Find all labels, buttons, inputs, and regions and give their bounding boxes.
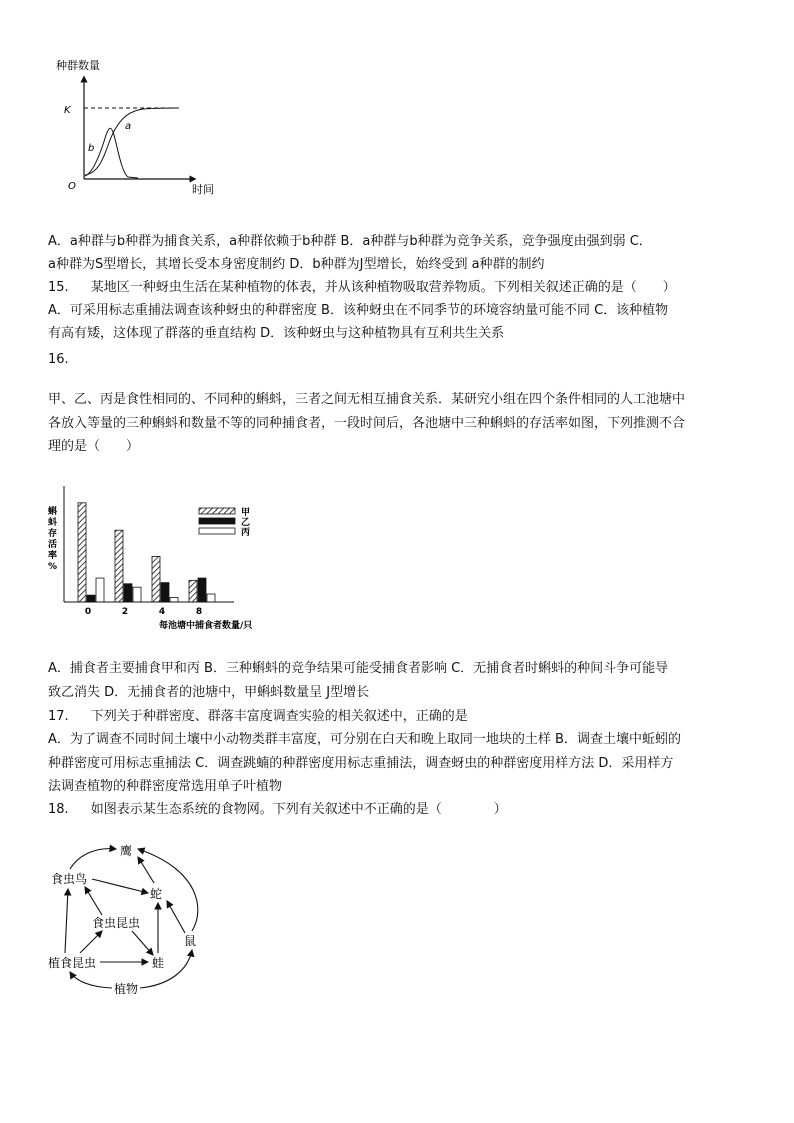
arrow-herbivore-insectbird (65, 889, 68, 953)
q15-options-line-1: A．可采用标志重捕法调查该种蚜虫的种群密度 B．该种蚜虫在不同季节的环境容纳量可能不同 C．该种植物 (48, 303, 669, 318)
legend-swatch-yi (199, 518, 235, 524)
arrow-plant-herbivore (70, 972, 112, 988)
food-web-diagram (40, 835, 215, 1005)
node-mouse: 鼠 (184, 934, 197, 948)
q15-options-line-2: 有高有矮，这体现了群落的垂直结构 D．该种蚜虫与这种植物具有互利共生关系 (48, 326, 505, 341)
node-snake: 蛇 (150, 887, 163, 901)
q16-stem-line-2: 各放入等量的三种蝌蚪和数量不等的同种捕食者，一段时间后，各池塘中三种蝌蚪的存活率如图，下列推测不合 (48, 416, 686, 431)
question-number: 15. (48, 280, 69, 295)
bar-bing-8 (207, 594, 215, 602)
y-axis-label-text: 蝌蚪存活率% (48, 507, 58, 572)
arrow-insectbird-eagle (70, 849, 116, 869)
node-frog: 蛙 (152, 956, 165, 970)
curve-b-label: b (88, 143, 95, 154)
node-herbivore-insect: 植食昆虫 (48, 956, 97, 970)
bar-yi-8 (198, 578, 206, 602)
y-axis-label (48, 505, 58, 572)
q17-options-line-3: 法调查植物的种群密度常选用单子叶植物 (48, 779, 283, 794)
arrow-herbivore-insecteater (80, 931, 102, 953)
legend-label-jia: 甲 (241, 508, 251, 518)
x-tick-label: 2 (121, 607, 129, 617)
curve-a (85, 108, 178, 175)
q16-options-line-2: 致乙消失 D．无捕食者的池塘中，甲蝌蚪数量呈 J型增长 (48, 685, 370, 700)
node-insect-bird: 食虫鸟 (51, 872, 88, 886)
q17-stem (48, 705, 468, 729)
q16-number: 16. (48, 352, 69, 367)
question-stem: 如图表示某生态系统的食物网。下列有关叙述中不正确的是（ ） (90, 802, 507, 817)
legend-label-bing: 丙 (241, 528, 251, 538)
node-plant: 植物 (114, 982, 139, 996)
legend-swatch-jia (199, 508, 235, 514)
tadpole-survival-chart (44, 478, 284, 638)
x-tick-label: 0 (84, 607, 92, 617)
x-tick-label: 8 (195, 607, 203, 617)
q15-stem (48, 276, 676, 300)
question-number: 18. (48, 802, 69, 817)
question-number: 17. (48, 709, 69, 724)
bar-yi-2 (124, 584, 132, 602)
bar-jia-4 (152, 556, 160, 602)
arrow-insectbird-snake (92, 879, 148, 893)
q17-options-line-1: A．为了调查不同时间土壤中小动物类群丰富度，可分别在白天和晚上取同一地块的土样 B．调查土壤中蚯蚓的 (48, 732, 681, 747)
q16-options-line-1: A．捕食者主要捕食甲和丙 B．三种蝌蚪的竞争结果可能受捕食者影响 C．无捕食者时蝌蚪的种间斗争可能导 (48, 661, 669, 676)
legend-swatch-bing (199, 528, 235, 534)
node-insect-eating-insect: 食虫昆虫 (92, 916, 141, 930)
bar-jia-8 (189, 580, 197, 602)
bar-yi-4 (161, 583, 169, 602)
bar-jia-2 (115, 530, 123, 602)
q18-stem (48, 798, 507, 822)
arrow-snake-eagle (138, 857, 154, 883)
q14-options-line-1: A．a种群与b种群为捕食关系，a种群依赖于b种群 B．a种群与b种群为竞争关系，竞争强度由强到弱 C． (48, 234, 652, 249)
q14-options-line-2: a种群为S型增长，其增长受本身密度制约 D．b种群为J型增长，始终受到 a种群的制约 (48, 257, 545, 272)
q16-stem-line-1: 甲、乙、丙是食性相同的、不同种的蝌蚪，三者之间无相互捕食关系．某研究小组在四个条件相同的人工池塘中 (48, 392, 686, 407)
x-tick-label: 4 (158, 607, 166, 617)
bar-bing-2 (133, 587, 141, 602)
bar-jia-0 (78, 503, 86, 602)
chart-legend (199, 507, 250, 538)
node-eagle: 鹰 (120, 844, 133, 858)
q17-options-line-2: 种群密度可用标志重捕法 C．调查跳蝻的种群密度用标志重捕法，调查蚜虫的种群密度用样方法 D．采用样方 (48, 756, 674, 771)
arrow-mouse-snake (167, 901, 185, 933)
population-growth-figure (48, 55, 248, 200)
arrow-plant-mouse (140, 950, 192, 988)
legend-label-yi: 乙 (241, 518, 251, 528)
k-label: K (64, 105, 71, 116)
question-stem: 下列关于种群密度、群落丰富度调查实验的相关叙述中，正确的是 (90, 709, 468, 724)
bar-yi-0 (87, 595, 95, 602)
bar-bing-4 (170, 597, 178, 602)
arrow-insecteater-frog (132, 931, 153, 955)
x-axis-label: 时间 (192, 183, 214, 196)
arrow-insecteater-insectbird (85, 887, 102, 915)
curve-a-label: a (125, 121, 132, 132)
y-axis-label: 种群数量 (56, 59, 100, 72)
x-axis-label: 每池塘中捕食者数量/只 (159, 621, 253, 631)
bar-bing-0 (96, 578, 104, 602)
q16-stem-line-3: 理的是（ ） (48, 439, 140, 454)
arrow-mouse-eagle (138, 849, 198, 931)
origin-label: O (68, 181, 76, 192)
question-stem: 某地区一种蚜虫生活在某种植物的体表，并从该种植物吸取营养物质。下列相关叙述正确的是（ ） (90, 280, 676, 295)
